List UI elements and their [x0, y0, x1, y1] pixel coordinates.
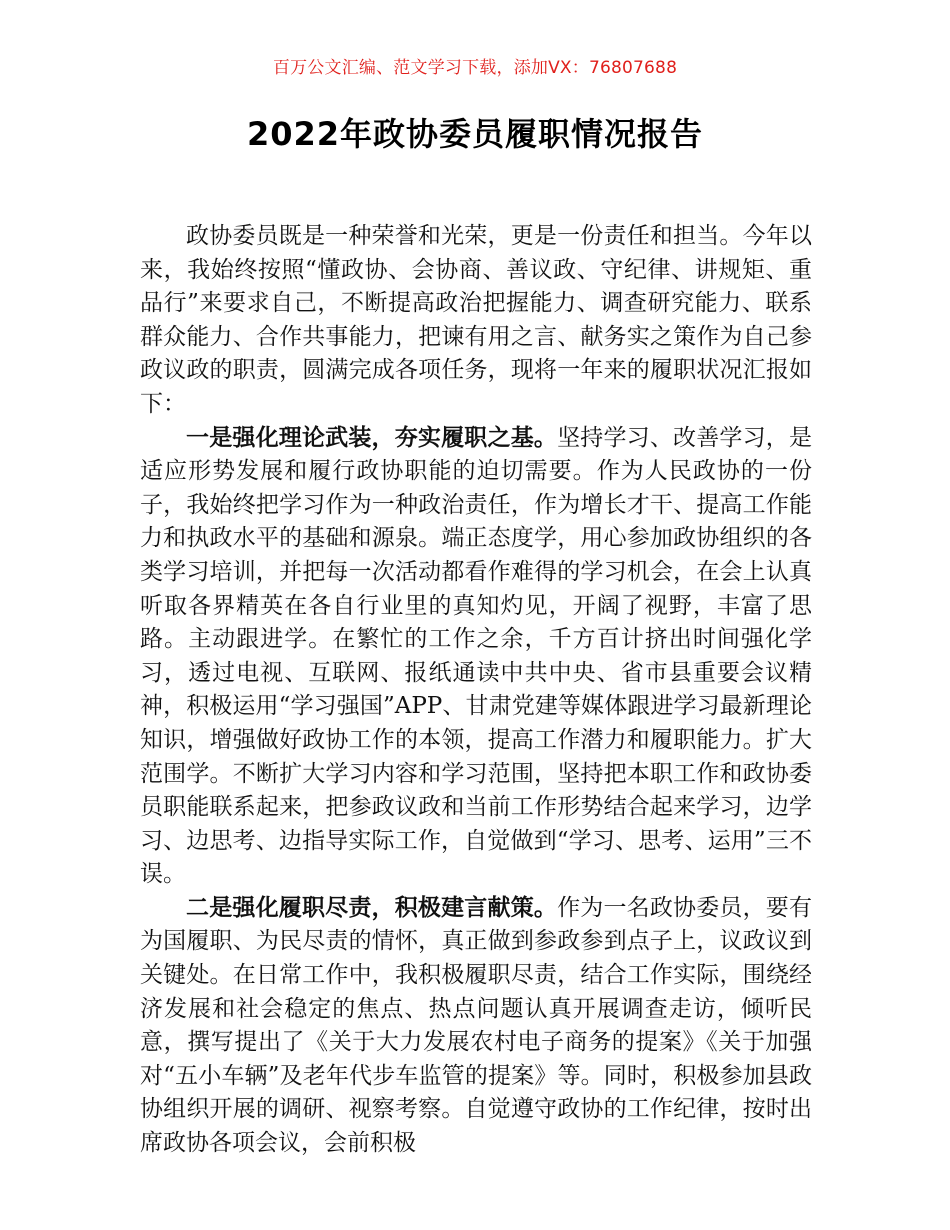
- paragraph-text: 作为一名政协委员，要有为国履职、为民尽责的情怀，真正做到参政参到点子上，议政议到关键处。在日常工作中，我积极履职尽责，结合工作实际，围绕经济发展和社会稳定的焦点、热点问题认真开展调查走访，倾听民意，撰写提出了《关于大力发展农村电子商务的提案》《关于加强对“五小车辆”及老年代步车监管的提案》等。同时，积极参加县政协组织开展的调研、视察考察。自觉遵守政协的工作纪律，按时出席政协各项会议，会前积极: [140, 894, 813, 1157]
- paragraph-intro: [140, 220, 812, 422]
- header-note: 百万公文汇编、范文学习下载，添加VX：76807688: [272, 58, 678, 78]
- paragraph-theory: [140, 422, 812, 892]
- document-body: [140, 220, 812, 1161]
- paragraph-text: 政协委员既是一种荣誉和光荣，更是一份责任和担当。今年以来，我始终按照“懂政协、会协商、善议政、守纪律、讲规矩、重品行”来要求自己，不断提高政治把握能力、调查研究能力、联系群众能力、合作共事能力，把谏有用之言、献务实之策作为自己参政议政的职责，圆满完成各项任务，现将一年来的履职状况汇报如下：: [140, 223, 812, 417]
- paragraph-text: 坚持学习、改善学习，是适应形势发展和履行政协职能的迫切需要。作为人民政协的一份子，我始终把学习作为一种政治责任，作为增长才干、提高工作能力和执政水平的基础和源泉。端正态度学，用心参加政协组织的各类学习培训，并把每一次活动都看作难得的学习机会，在会上认真听取各界精英在各自行业里的真知灼见，开阔了视野，丰富了思路。主动跟进学。在繁忙的工作之余，千方百计挤出时间强化学习，透过电视、互联网、报纸通读中共中央、省市县重要会议精神，积极运用“学习强国”APP、甘肃党建等媒体跟进学习最新理论知识，增强做好政协工作的本领，提高工作潜力和履职能力。扩大范围学。不断扩大学习内容和学习范围，坚持把本职工作和政协委员职能联系起来，把参政议政和当前工作形势结合起来学习，边学习、边思考、边指导实际工作，自觉做到“学习、思考、运用”三不误。: [140, 424, 813, 888]
- paragraph-duty: [140, 892, 812, 1161]
- paragraph-lead: 一是强化理论武装，夯实履职之基。: [186, 424, 558, 451]
- document-title: 2022年政协委员履职情况报告: [246, 115, 704, 153]
- paragraph-lead: 二是强化履职尽责，积极建言献策。: [186, 894, 558, 921]
